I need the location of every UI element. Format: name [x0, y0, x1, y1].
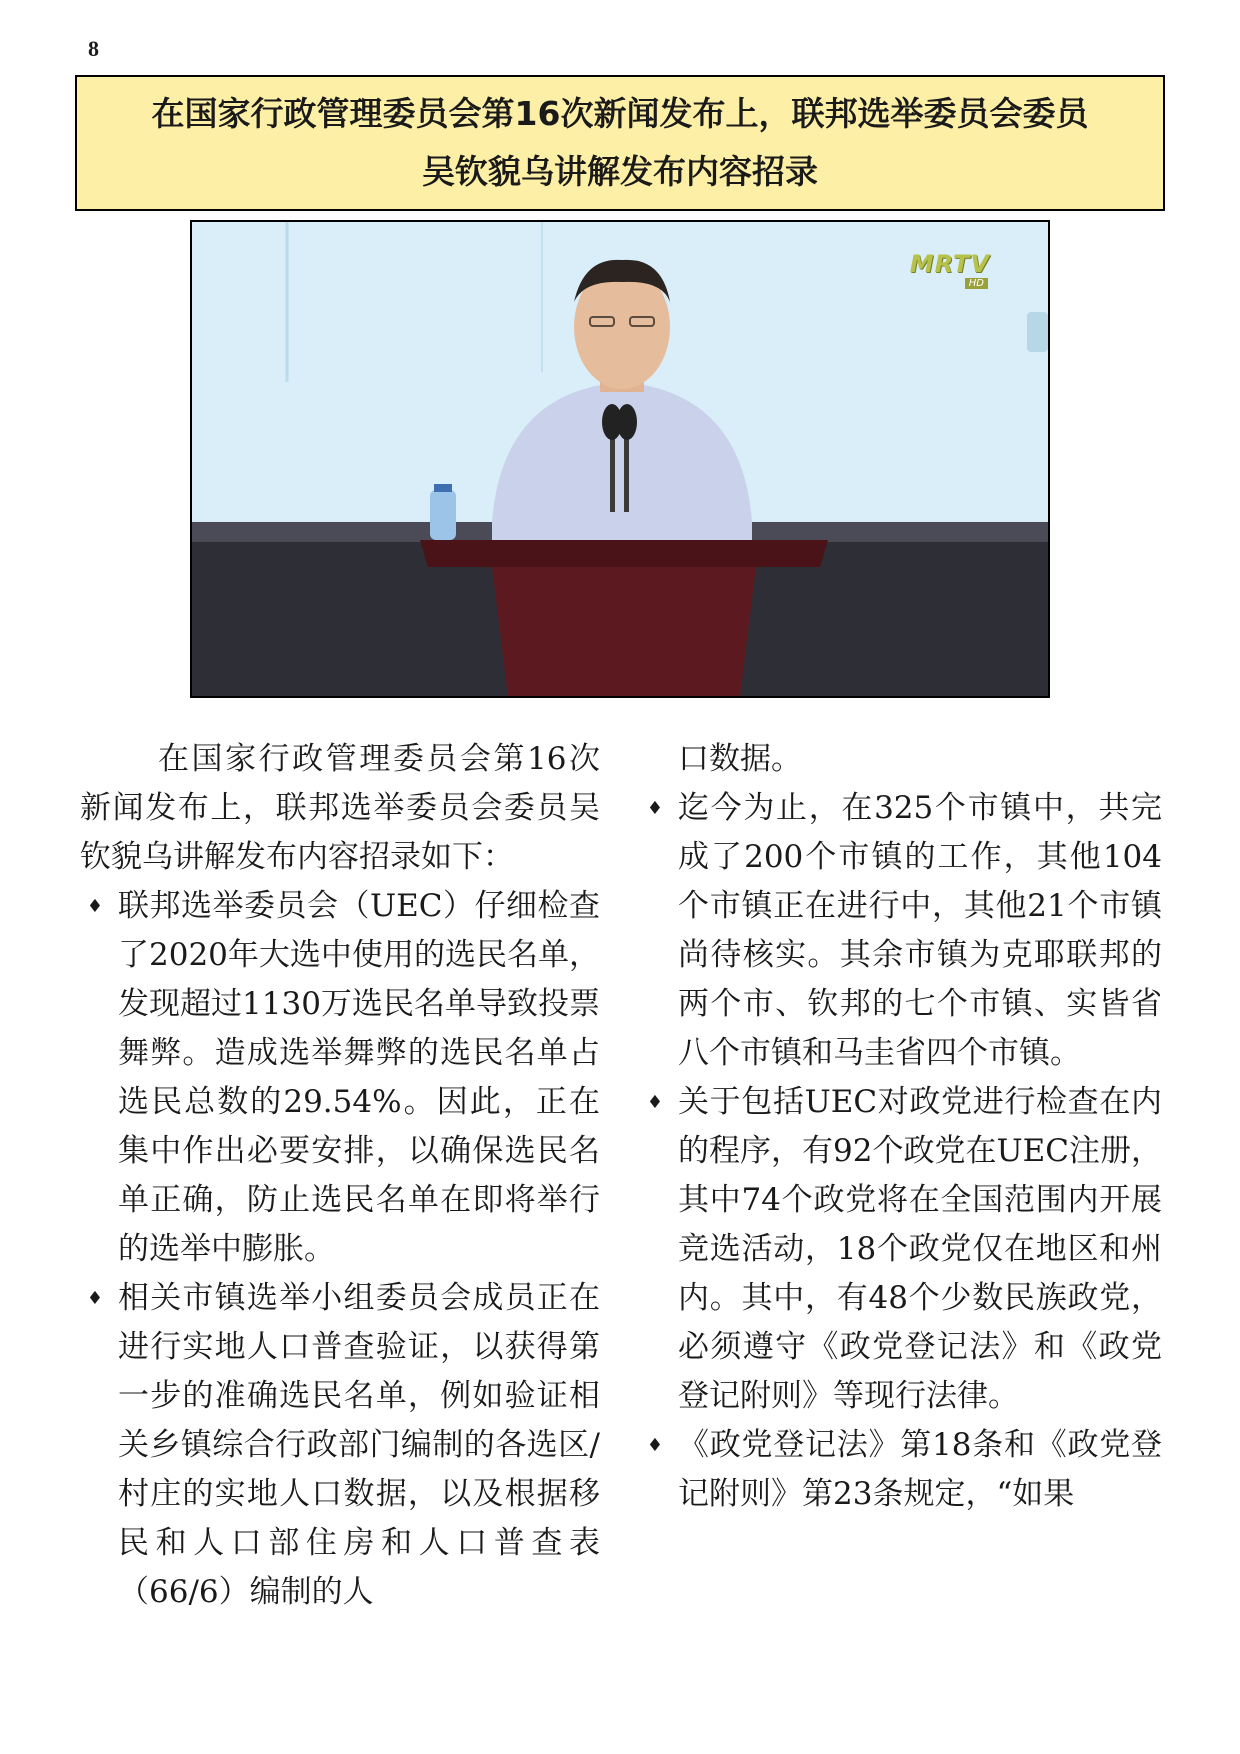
speaker-at-podium-illustration [192, 222, 1048, 696]
right-column [640, 735, 1162, 1519]
mrtv-logo: MRTV [909, 250, 990, 278]
intro-paragraph: 在国家行政管理委员会第16次新闻发布上，联邦选举委员会委员吴钦貌乌讲解发布内容招录如下： [80, 741, 600, 875]
diamond-bullet-icon: ♦ [646, 1435, 664, 1456]
diamond-bullet-icon: ♦ [646, 798, 664, 819]
list-item [640, 1078, 1162, 1421]
article-title-line-2: 吴钦貌乌讲解发布内容招录 [422, 152, 818, 191]
list-item-text: 联邦选举委员会（UEC）仔细检查了2020年大选中使用的选民名单，发现超过1130万选民名单导致投票舞弊。造成选举舞弊的选民名单占选民总数的29.54%。因此，正在集中作出必要安排，以确保选民名单正确，防止选民名单在即将举行的选举中膨胀。 [118, 888, 600, 1267]
list-item [640, 784, 1162, 1078]
list-item-text: 关于包括UEC对政党进行检查在内的程序，有92个政党在UEC注册，其中74个政党将在全国范围内开展竞选活动，18个政党仅在地区和州内。其中，有48个少数民族政党，必须遵守《政党登记法》和《政党登记附则》等现行法律。 [678, 1084, 1162, 1414]
hd-badge: HD [965, 278, 988, 289]
list-item-text: 《政党登记法》第18条和《政党登记附则》第23条规定，“如果 [678, 1427, 1162, 1512]
list-item [80, 882, 600, 1274]
diamond-bullet-icon: ♦ [86, 896, 104, 917]
press-conference-photo [190, 220, 1050, 698]
page-number: 8 [88, 36, 99, 61]
left-column [80, 735, 600, 1617]
list-item [80, 1274, 600, 1617]
diamond-bullet-icon: ♦ [86, 1288, 104, 1309]
article-title-line-1: 在国家行政管理委员会第16次新闻发布上，联邦选举委员会委员 [151, 94, 1089, 133]
diamond-bullet-icon: ♦ [646, 1092, 664, 1113]
list-item-text: 迄今为止，在325个市镇中，共完成了200个市镇的工作，其他104个市镇正在进行中，其他21个市镇尚待核实。其余市镇为克耶联邦的两个市、钦邦的七个市镇、实皆省八个市镇和马圭省四个市镇。 [678, 790, 1162, 1071]
continued-text: 口数据。 [678, 741, 802, 777]
list-item [640, 1421, 1162, 1519]
list-item-text: 相关市镇选举小组委员会成员正在进行实地人口普查验证，以获得第一步的准确选民名单，例如验证相关乡镇综合行政部门编制的各选区/村庄的实地人口数据，以及根据移民和人口部住房和人口普查表（66/6）编制的人 [118, 1280, 600, 1610]
article-title-box [75, 75, 1165, 211]
